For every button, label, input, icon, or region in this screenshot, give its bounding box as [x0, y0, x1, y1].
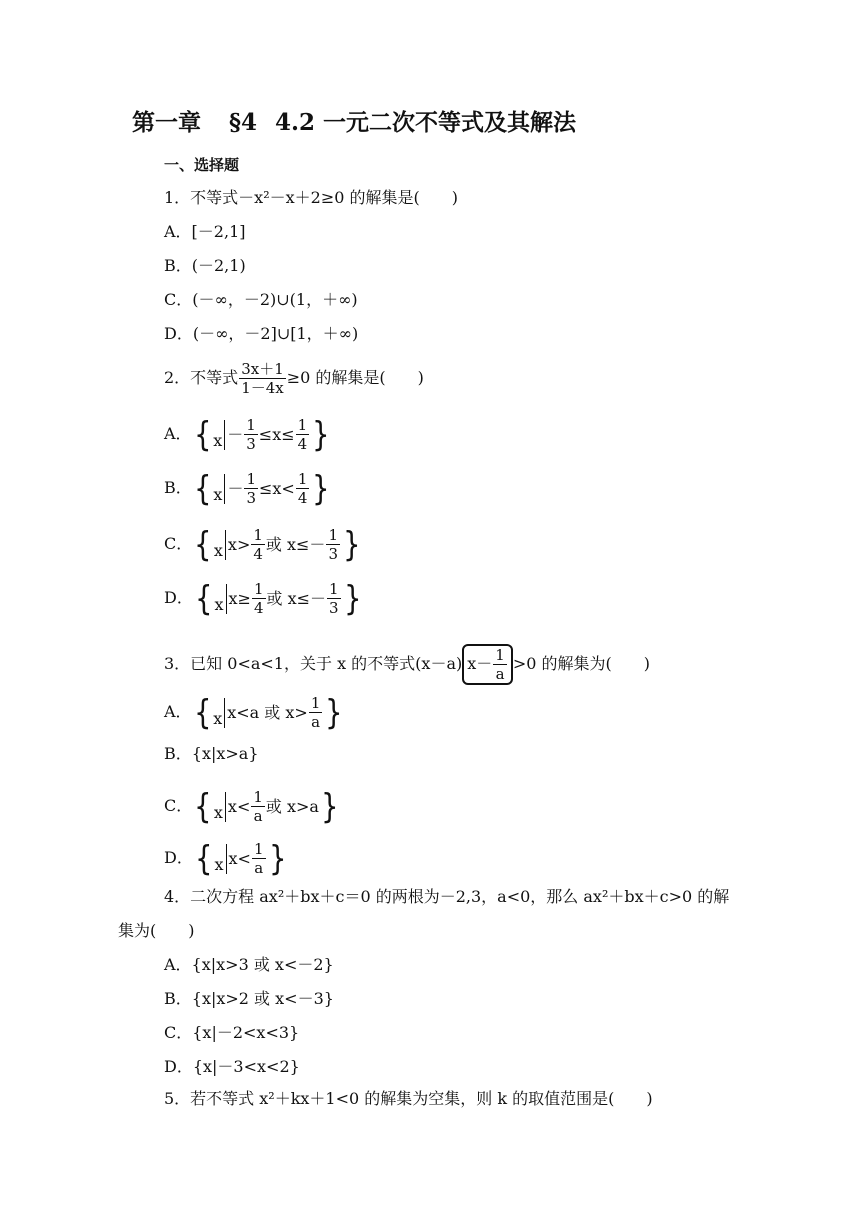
q4-option-d: D．{x|－3<x<2} — [164, 1057, 300, 1076]
section-label: §4 — [229, 109, 258, 136]
q1-stem: 1．不等式－x²－x＋2≥0 的解集是( ) — [164, 188, 458, 207]
q3-option-d: D． { x x< $\frac{1}{a}$ } — [164, 838, 286, 879]
q1-option-c: C．(－∞，－2)∪(1，＋∞) — [164, 290, 358, 309]
q4-option-c: C．{x|－2<x<3} — [164, 1023, 300, 1042]
q3-option-a: A． { x x<a 或 x> $\frac{1}{a}$ } — [164, 692, 343, 733]
q4-stem-line2: 集为( ) — [118, 921, 195, 940]
q4-stem-line1: 4．二次方程 ax²＋bx＋c＝0 的两根为－2,3，a<0，那么 ax²＋bx＋c>0 的解 — [164, 887, 730, 906]
q4-option-b: B．{x|x>2 或 x<－3} — [164, 989, 334, 1008]
q3-option-c: C． { x x< $\frac{1}{a}$ 或 x>a } — [164, 786, 339, 827]
q2-fraction: $\frac{3x+1}{1-4x}$ — [241, 360, 284, 397]
lesson-label: 4.2 一元二次不等式及其解法 — [275, 109, 577, 136]
section-heading: 一、选择题 — [164, 156, 240, 174]
q2-option-c: C． { x x> $\frac{1}{4}$ 或 x≤－ $\frac{1}{3}$ } — [164, 524, 361, 565]
q3-stem: 3．已知 0<a<1，关于 x 的不等式(x－a) x－ $\frac{1}{a}$ >0 的解集为( ) — [164, 646, 650, 683]
q5-stem: 5．若不等式 x²＋kx＋1<0 的解集为空集，则 k 的取值范围是( ) — [164, 1089, 653, 1108]
q3-parenthesis: x－ $\frac{1}{a}$ — [462, 644, 513, 685]
q2-option-b: B． { x － $\frac{1}{3}$ ≤x< $\frac{1}{4}$ } — [164, 468, 330, 509]
q1-option-b: B．(－2,1) — [164, 256, 246, 275]
q3-option-b: B．{x|x>a} — [164, 744, 259, 763]
chapter-label: 第一章 — [132, 109, 201, 136]
q4-option-a: A．{x|x>3 或 x<－2} — [164, 955, 334, 974]
q1-option-a: A．[－2,1] — [164, 222, 246, 241]
q1-option-d: D．(－∞，－2]∪[1，＋∞) — [164, 324, 359, 343]
q2-option-d: D． { x x≥ $\frac{1}{4}$ 或 x≤－ $\frac{1}{3}$ } — [164, 578, 362, 619]
q2-option-a: A． { x － $\frac{1}{3}$ ≤x≤ $\frac{1}{4}$ } — [164, 414, 330, 455]
page-title — [132, 104, 576, 137]
q2-stem: 2．不等式 $\frac{3x+1}{1-4x}$ ≥0 的解集是( ) — [164, 360, 424, 397]
